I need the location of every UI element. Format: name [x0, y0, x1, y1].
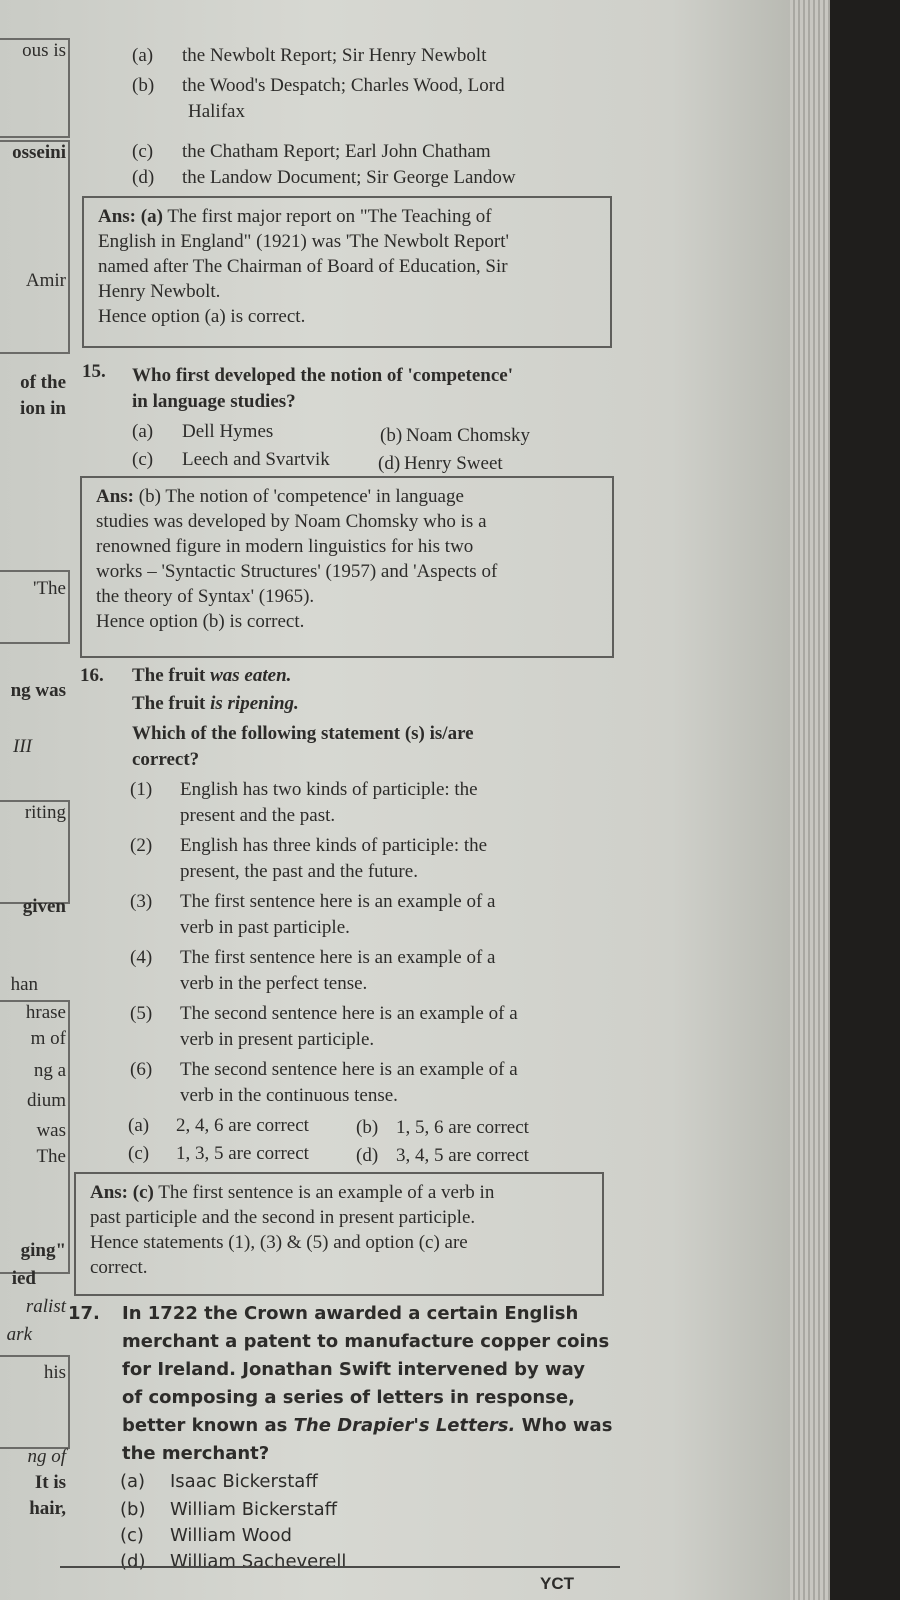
margin-word: of the — [20, 372, 66, 393]
q14-option-c: (c) the Chatham Report; Earl John Chatham — [132, 141, 491, 162]
q16-option-d: (d) 3, 4, 5 are correct — [356, 1145, 529, 1166]
q16-answer-box: Ans: (c) The first sentence is an example of a verb in past participle and the second in present participle. Hence statements (1), (3) & (5) and option (c) are correct. — [74, 1172, 604, 1296]
q16-statement-number: (1) — [130, 779, 153, 800]
margin-word: osseini — [12, 142, 66, 163]
q16-option-b: (b) 1, 5, 6 are correct — [356, 1117, 529, 1138]
q17-option-d: (d) William Sacheverell — [120, 1551, 347, 1572]
q16-statement-number: (2) — [130, 835, 153, 856]
q16-statement-number: (4) — [130, 947, 153, 968]
q16-statement: present, the past and the future. — [180, 861, 418, 882]
q16-statement: The first sentence here is an example of a — [180, 947, 496, 968]
q17-option-a: (a) Isaac Bickerstaff — [120, 1471, 318, 1492]
q17-number: 17. — [68, 1303, 100, 1324]
footer-brand: YCT — [540, 1574, 574, 1593]
q16-statement: verb in past participle. — [180, 917, 350, 938]
margin-word: Amir — [25, 270, 66, 291]
background — [830, 0, 900, 1600]
q16-statement-number: (5) — [130, 1003, 153, 1024]
q16-number: 16. — [80, 665, 104, 686]
q14-option-b-continued: Halifax — [188, 101, 245, 122]
q15-question: in language studies? — [132, 391, 296, 412]
margin-word: ion in — [20, 398, 66, 419]
margin-word: was — [36, 1120, 66, 1141]
margin-box — [0, 140, 70, 354]
q17-question: In 1722 the Crown awarded a certain English — [122, 1303, 579, 1324]
margin-word: riting — [24, 802, 66, 823]
q15-question: Who first developed the notion of 'competence' — [132, 365, 514, 386]
margin-word: 'The — [33, 578, 66, 599]
margin-word: ark — [6, 1324, 32, 1345]
q14-answer-box: Ans: (a) The first major report on "The Teaching of English in England" (1921) was 'The Newbolt Report' named after The Chairman of Board of Education, Sir Henry Newbolt. Hence option (a) is correct. — [82, 196, 612, 348]
margin-word: ging" — [20, 1240, 66, 1261]
q16-option-c: (c) 1, 3, 5 are correct — [128, 1143, 309, 1164]
margin-word: his — [43, 1362, 66, 1383]
margin-word: ralist — [25, 1296, 66, 1317]
q15-option-c: (c) Leech and Svartvik — [132, 449, 330, 470]
margin-word: m of — [30, 1028, 66, 1049]
q17-question: the merchant? — [122, 1443, 270, 1464]
margin-word: ous is — [22, 40, 66, 61]
q16-statement: verb in present participle. — [180, 1029, 375, 1050]
margin-word: The — [36, 1146, 66, 1167]
q15-option-b: (b) Noam Chomsky — [380, 425, 531, 446]
margin-word: given — [22, 896, 66, 917]
q16-statement-number: (6) — [130, 1059, 153, 1080]
q15-option-a: (a) Dell Hymes — [132, 421, 274, 442]
q17-question: for Ireland. Jonathan Swift intervened by way — [122, 1359, 586, 1380]
q17-question: of composing a series of letters in response, — [122, 1387, 575, 1408]
q17-option-c: (c) William Wood — [120, 1525, 292, 1546]
q16-sentence-1: The fruit was eaten. — [132, 665, 292, 686]
q16-statement: present and the past. — [180, 805, 336, 826]
q17-option-b: (b) William Bickerstaff — [120, 1499, 338, 1520]
page-stack-edge — [790, 0, 830, 1600]
q16-statement: verb in the perfect tense. — [180, 973, 368, 994]
q16-statement: English has three kinds of participle: the — [180, 835, 488, 856]
q16-statement-number: (3) — [130, 891, 153, 912]
margin-word: ng of — [27, 1446, 66, 1467]
q16-sentence-2: The fruit is ripening. — [132, 693, 299, 714]
margin-word: han — [10, 974, 38, 995]
q16-statement: verb in the continuous tense. — [180, 1085, 398, 1106]
margin-word: ied — [11, 1268, 36, 1289]
q16-statement: The second sentence here is an example of a — [180, 1059, 518, 1080]
q16-statement: The second sentence here is an example of a — [180, 1003, 518, 1024]
margin-word: ng was — [10, 680, 66, 701]
q14-option-b: (b) the Wood's Despatch; Charles Wood, Lord — [132, 75, 505, 96]
q17-question: merchant a patent to manufacture copper coins — [122, 1331, 610, 1352]
margin-word: hrase — [25, 1002, 66, 1023]
margin-word: ng a — [33, 1060, 66, 1081]
margin-word: It is — [34, 1472, 66, 1493]
q16-option-a: (a) 2, 4, 6 are correct — [128, 1115, 309, 1136]
q16-statement: The first sentence here is an example of a — [180, 891, 496, 912]
previous-column-fragment — [0, 0, 72, 1600]
q15-option-d: (d) Henry Sweet — [378, 453, 503, 474]
q16-question: Which of the following statement (s) is/are — [132, 723, 474, 744]
footer-rule — [60, 1566, 620, 1568]
q16-question: correct? — [132, 749, 200, 770]
q14-option-d: (d) the Landow Document; Sir George Landow — [132, 167, 516, 188]
margin-word: III — [13, 736, 32, 757]
q16-statement: English has two kinds of participle: the — [180, 779, 478, 800]
q15-number: 15. — [82, 361, 106, 382]
q17-question: better known as The Drapier's Letters. Who was — [122, 1415, 613, 1436]
margin-word: dium — [26, 1090, 66, 1111]
q15-answer-box: Ans: (b) The notion of 'competence' in language studies was developed by Noam Chomsky who is a renowned figure in modern linguistics for his two works – 'Syntactic Structures' (1957) and 'Aspects of the theory of Syntax' (1965). Hence option (b) is correct. — [80, 476, 614, 658]
margin-word: hair, — [29, 1498, 66, 1519]
q14-option-a: (a) the Newbolt Report; Sir Henry Newbolt — [132, 45, 487, 66]
